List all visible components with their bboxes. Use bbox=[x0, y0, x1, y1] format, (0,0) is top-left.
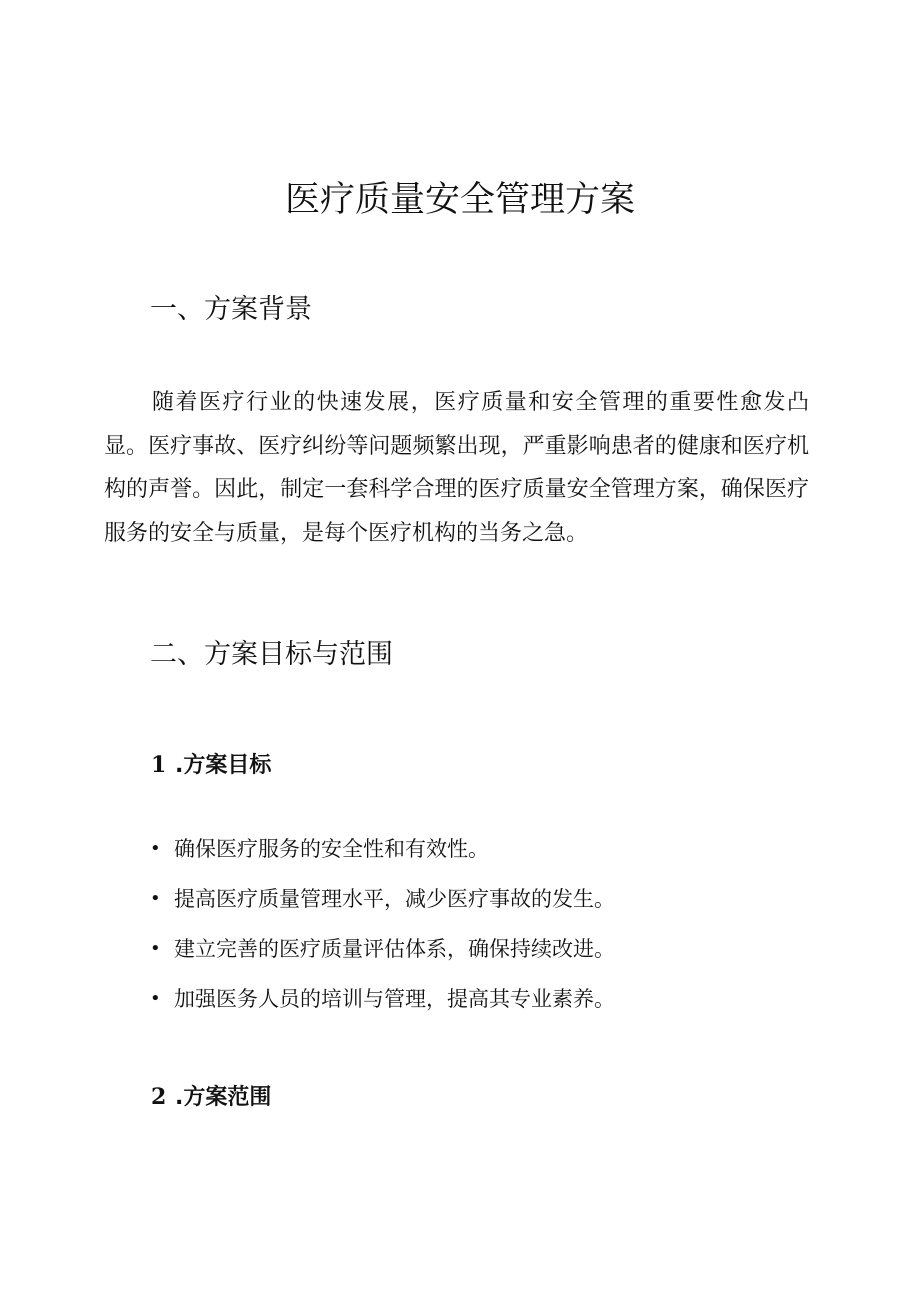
goals-bullet-list bbox=[150, 824, 800, 1024]
list-item-text: 建立完善的医疗质量评估体系，确保持续改进。 bbox=[174, 937, 615, 961]
bullet-dot-icon: • bbox=[150, 838, 161, 859]
section-heading-background: 一、方案背景 bbox=[150, 294, 312, 325]
bullet-dot-icon: • bbox=[150, 888, 161, 909]
background-paragraph: 随着医疗行业的快速发展，医疗质量和安全管理的重要性愈发凸显。医疗事故、医疗纠纷等问题频繁出现，严重影响患者的健康和医疗机构的声誉。因此，制定一套科学合理的医疗质量安全管理方案，确保医疗服务的安全与质量，是每个医疗机构的当务之急。 bbox=[104, 390, 809, 546]
list-item bbox=[150, 974, 800, 1024]
subheading-scope bbox=[151, 1080, 271, 1115]
list-item-text: 加强医务人员的培训与管理，提高其专业素养。 bbox=[174, 987, 615, 1011]
document-title: 医疗质量安全管理方案 bbox=[284, 180, 635, 220]
subheading-goals bbox=[151, 748, 271, 783]
list-item bbox=[150, 924, 800, 974]
list-item bbox=[150, 874, 800, 924]
subheading-goals-title: .方案目标 bbox=[175, 753, 272, 778]
list-item-text: 提高医疗质量管理水平，减少医疗事故的发生。 bbox=[174, 887, 615, 911]
list-item bbox=[150, 824, 800, 874]
bullet-dot-icon: • bbox=[150, 938, 161, 959]
section-heading-goals-scope: 二、方案目标与范围 bbox=[150, 639, 393, 670]
subheading-scope-title: .方案范围 bbox=[175, 1085, 272, 1110]
bullet-dot-icon: • bbox=[150, 988, 161, 1009]
subheading-goals-number: 1 bbox=[151, 752, 167, 778]
list-item-text: 确保医疗服务的安全性和有效性。 bbox=[174, 837, 489, 861]
subheading-scope-number: 2 bbox=[151, 1084, 167, 1110]
